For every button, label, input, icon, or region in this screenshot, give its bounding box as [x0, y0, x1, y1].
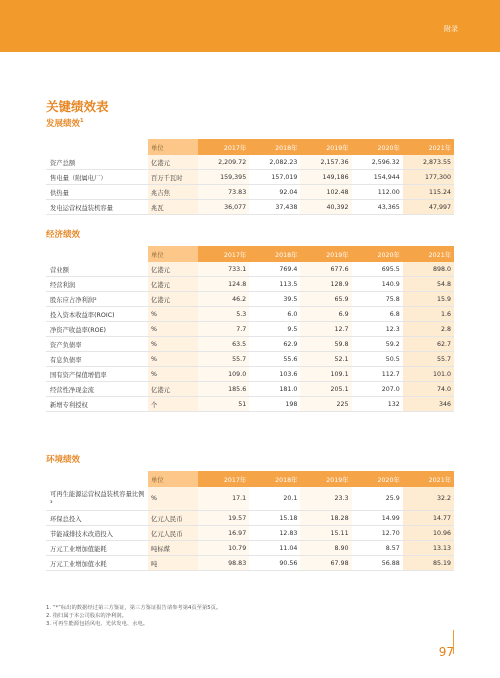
- footnotes: [46, 604, 221, 628]
- row-value: 115.24: [403, 185, 454, 200]
- row-value: 185.6: [198, 382, 249, 397]
- row-value: 5.3: [198, 307, 249, 322]
- row-value: 12.83: [249, 526, 300, 541]
- header-year: 2020年: [352, 139, 403, 155]
- environmental-table: [46, 471, 454, 571]
- row-value: 20.1: [249, 487, 300, 511]
- header-year: 2021年: [403, 246, 454, 262]
- row-value: 39.5: [249, 292, 300, 307]
- row-value: 25.9: [352, 487, 403, 511]
- row-value: 6.0: [249, 307, 300, 322]
- row-value: 10.96: [403, 526, 454, 541]
- row-value: 90.56: [249, 556, 300, 571]
- row-value: 12.3: [352, 322, 403, 337]
- row-value: 19.57: [198, 511, 249, 526]
- table-row: [46, 487, 454, 511]
- development-section: [46, 114, 454, 215]
- header-blank: [46, 471, 148, 487]
- header-blank: [46, 139, 148, 155]
- row-value: 12.7: [300, 322, 351, 337]
- development-table: [46, 139, 454, 215]
- table-row: [46, 511, 454, 526]
- header-year: 2020年: [352, 471, 403, 487]
- economic-table: [46, 246, 454, 412]
- row-value: 62.9: [249, 337, 300, 352]
- row-value: 13.13: [403, 541, 454, 556]
- row-value: 2,157.36: [300, 155, 351, 170]
- row-name: 股东应占净利润²: [46, 292, 148, 307]
- table-row: [46, 170, 454, 185]
- row-value: 124.8: [198, 277, 249, 292]
- row-value: 769.4: [249, 262, 300, 277]
- top-banner: [0, 0, 500, 52]
- row-value: 65.9: [300, 292, 351, 307]
- row-value: 154,944: [352, 170, 403, 185]
- row-unit: 吨标煤: [148, 541, 198, 556]
- row-value: 159,395: [198, 170, 249, 185]
- row-name: 新增专利授权: [46, 397, 148, 412]
- row-unit: 亿港元: [148, 262, 198, 277]
- row-value: 17.1: [198, 487, 249, 511]
- row-value: 75.8: [352, 292, 403, 307]
- footnote-3: 3. 可再生能源包括风电、光伏发电、水电。: [46, 621, 149, 627]
- row-value: 52.1: [300, 352, 351, 367]
- row-value: 98.83: [198, 556, 249, 571]
- table-row: [46, 200, 454, 215]
- row-unit: 个: [148, 397, 198, 412]
- economic-title: 经济绩效: [46, 230, 81, 240]
- row-value: 132: [352, 397, 403, 412]
- header-year: 2019年: [300, 471, 351, 487]
- table-row: [46, 526, 454, 541]
- header-year: 2019年: [300, 139, 351, 155]
- row-value: 225: [300, 397, 351, 412]
- header-year: 2017年: [198, 471, 249, 487]
- row-name: 发电运营权益装机容量: [46, 200, 148, 215]
- row-unit: 亿港元: [148, 382, 198, 397]
- row-value: 51: [198, 397, 249, 412]
- row-value: 157,019: [249, 170, 300, 185]
- row-value: 59.8: [300, 337, 351, 352]
- row-unit: 亿元人民币: [148, 526, 198, 541]
- row-value: 16.97: [198, 526, 249, 541]
- row-value: 2,596.32: [352, 155, 403, 170]
- table-row: [46, 337, 454, 352]
- row-value: 73.83: [198, 185, 249, 200]
- row-value: 46.2: [198, 292, 249, 307]
- row-unit: 吨: [148, 556, 198, 571]
- row-value: 59.2: [352, 337, 403, 352]
- row-value: 62.7: [403, 337, 454, 352]
- row-value: 7.7: [198, 322, 249, 337]
- table-row: [46, 541, 454, 556]
- row-unit: 百万千瓦时: [148, 170, 198, 185]
- row-value: 2.8: [403, 322, 454, 337]
- row-value: 6.8: [352, 307, 403, 322]
- table-row: [46, 277, 454, 292]
- row-value: 92.04: [249, 185, 300, 200]
- row-name: 供热量: [46, 185, 148, 200]
- row-value: 10.79: [198, 541, 249, 556]
- row-unit: 亿港元: [148, 292, 198, 307]
- row-value: 8.57: [352, 541, 403, 556]
- table-row: [46, 185, 454, 200]
- row-value: 103.6: [249, 367, 300, 382]
- row-unit: 亿港元: [148, 155, 198, 170]
- row-name: 有息负债率: [46, 352, 148, 367]
- page-title: 关键绩效表: [46, 99, 109, 114]
- row-value: 149,186: [300, 170, 351, 185]
- row-value: 47,997: [403, 200, 454, 215]
- table-row: [46, 262, 454, 277]
- row-value: 112.00: [352, 185, 403, 200]
- row-name: 售电量（附属电厂）: [46, 170, 148, 185]
- header-year: 2017年: [198, 246, 249, 262]
- row-value: 140.9: [352, 277, 403, 292]
- row-value: 112.7: [352, 367, 403, 382]
- row-value: 55.7: [198, 352, 249, 367]
- row-value: 733.1: [198, 262, 249, 277]
- row-value: 43,365: [352, 200, 403, 215]
- header-year: 2019年: [300, 246, 351, 262]
- row-value: 14.99: [352, 511, 403, 526]
- row-value: 15.11: [300, 526, 351, 541]
- row-unit: 兆吉焦: [148, 185, 198, 200]
- row-value: 1.6: [403, 307, 454, 322]
- row-unit: %: [148, 352, 198, 367]
- row-value: 128.9: [300, 277, 351, 292]
- row-unit: %: [148, 307, 198, 322]
- row-name: 节能减排技术改造投入: [46, 526, 148, 541]
- row-value: 181.0: [249, 382, 300, 397]
- row-value: 54.8: [403, 277, 454, 292]
- row-name: 万元工业增加值能耗: [46, 541, 148, 556]
- table-row: [46, 367, 454, 382]
- row-value: 74.0: [403, 382, 454, 397]
- row-value: 55.7: [403, 352, 454, 367]
- row-value: 85.19: [403, 556, 454, 571]
- row-value: 8.90: [300, 541, 351, 556]
- row-name: 经营性净现金流: [46, 382, 148, 397]
- row-value: 677.6: [300, 262, 351, 277]
- table-row: [46, 352, 454, 367]
- table-row: [46, 155, 454, 170]
- row-value: 695.5: [352, 262, 403, 277]
- row-value: 36,077: [198, 200, 249, 215]
- row-value: 109.1: [300, 367, 351, 382]
- row-value: 12.70: [352, 526, 403, 541]
- row-value: 56.88: [352, 556, 403, 571]
- row-value: 15.18: [249, 511, 300, 526]
- header-unit: 单位: [148, 246, 198, 262]
- row-name: 国有资产保值增值率: [46, 367, 148, 382]
- footnote-1: 1. “*”标出的数据经过第三方鉴证，第三方鉴证报告请参考第4页至第5页。: [46, 605, 222, 611]
- row-unit: 兆瓦: [148, 200, 198, 215]
- header-year: 2020年: [352, 246, 403, 262]
- table-header-row: [46, 246, 454, 262]
- row-value: 23.3: [300, 487, 351, 511]
- row-unit: %: [148, 322, 198, 337]
- row-name: 经营利润: [46, 277, 148, 292]
- table-row: [46, 292, 454, 307]
- row-value: 2,873.55: [403, 155, 454, 170]
- row-value: 2,082.23: [249, 155, 300, 170]
- row-name: 营业额: [46, 262, 148, 277]
- header-year: 2018年: [249, 246, 300, 262]
- row-name: 可再生能源运营权益装机容量比例³: [46, 487, 148, 511]
- section-label: 附录: [444, 25, 458, 33]
- row-value: 205.1: [300, 382, 351, 397]
- row-name: 净资产收益率(ROE): [46, 322, 148, 337]
- row-name: 环保总投入: [46, 511, 148, 526]
- table-row: [46, 307, 454, 322]
- table-header-row: [46, 471, 454, 487]
- row-value: 101.0: [403, 367, 454, 382]
- row-value: 11.04: [249, 541, 300, 556]
- table-row: [46, 322, 454, 337]
- row-value: 32.2: [403, 487, 454, 511]
- row-value: 55.6: [249, 352, 300, 367]
- header-year: 2021年: [403, 471, 454, 487]
- header-year: 2018年: [249, 139, 300, 155]
- row-unit: %: [148, 337, 198, 352]
- row-value: 14.77: [403, 511, 454, 526]
- row-value: 207.0: [352, 382, 403, 397]
- row-value: 63.5: [198, 337, 249, 352]
- row-value: 9.5: [249, 322, 300, 337]
- header-unit: 单位: [148, 471, 198, 487]
- header-unit: 单位: [148, 139, 198, 155]
- header-year: 2017年: [198, 139, 249, 155]
- table-row: [46, 556, 454, 571]
- header-year: 2018年: [249, 471, 300, 487]
- row-unit: %: [148, 367, 198, 382]
- row-value: 113.5: [249, 277, 300, 292]
- environmental-section: [46, 453, 454, 571]
- row-value: 50.5: [352, 352, 403, 367]
- table-header-row: [46, 139, 454, 155]
- table-row: [46, 397, 454, 412]
- row-value: 40,392: [300, 200, 351, 215]
- row-value: 898.0: [403, 262, 454, 277]
- footnote-2: 2. 指归属于本公司股东的净利润。: [46, 613, 127, 619]
- header-blank: [46, 246, 148, 262]
- row-value: 198: [249, 397, 300, 412]
- environmental-title: 环境绩效: [46, 455, 81, 465]
- row-value: 109.0: [198, 367, 249, 382]
- row-name: 万元工业增加值水耗: [46, 556, 148, 571]
- economic-section: [46, 228, 454, 412]
- row-value: 346: [403, 397, 454, 412]
- row-unit: %: [148, 487, 198, 511]
- row-value: 67.98: [300, 556, 351, 571]
- row-name: 资产总额: [46, 155, 148, 170]
- row-value: 15.9: [403, 292, 454, 307]
- row-unit: 亿元人民币: [148, 511, 198, 526]
- row-name: 投入资本收益率(ROIC): [46, 307, 148, 322]
- row-value: 177,300: [403, 170, 454, 185]
- development-title: 发展绩效$^1$: [46, 118, 84, 129]
- row-unit: 亿港元: [148, 277, 198, 292]
- row-value: 2,209.72: [198, 155, 249, 170]
- row-value: 18.28: [300, 511, 351, 526]
- row-value: 6.9: [300, 307, 351, 322]
- header-year: 2021年: [403, 139, 454, 155]
- page-number: 97: [438, 645, 454, 659]
- row-value: 37,438: [249, 200, 300, 215]
- row-name: 资产负债率: [46, 337, 148, 352]
- table-row: [46, 382, 454, 397]
- row-value: 102.48: [300, 185, 351, 200]
